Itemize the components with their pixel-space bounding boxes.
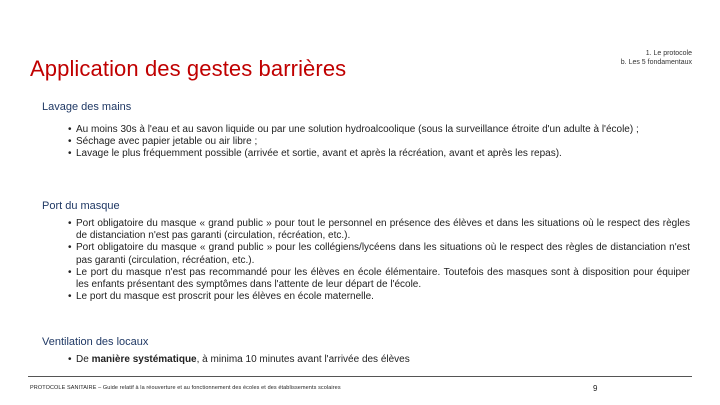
list-item: • Le port du masque est proscrit pour les élèves en école maternelle. — [68, 291, 374, 303]
section-breadcrumb — [621, 49, 692, 67]
breadcrumb-line-1: 1. Le protocole — [645, 50, 692, 57]
page-title: Application des gestes barrières — [30, 56, 347, 81]
bullet-icon: • — [68, 242, 72, 254]
list-item: • Port obligatoire du masque « grand public » pour tout le personnel en présence des élèves et dans les situations où le respect des règles de distanciation n'est pas garanti (circulation, récréation, etc.). — [68, 218, 690, 242]
footer-text: PROTOCOLE SANITAIRE – Guide relatif à la réouverture et au fonctionnement des écoles et des établissements scolaires — [30, 385, 341, 391]
bullet-icon: • — [68, 354, 72, 365]
bullet-icon: • — [68, 291, 72, 303]
lavage-list — [68, 124, 690, 161]
masque-list — [68, 218, 690, 303]
section-title-lavage: Lavage des mains — [42, 101, 132, 113]
page-number: 9 — [593, 384, 598, 393]
footer-divider — [28, 376, 692, 377]
list-item: • Le port du masque n'est pas recommandé pour les élèves en école élémentaire. Toutefois des masques sont à disposition pour équiper les enfants présentant des symptômes dans l'attente de leur départ de l'école. — [68, 266, 690, 291]
breadcrumb-line-2: b. Les 5 fondamentaux — [620, 59, 692, 66]
bullet-icon: • — [68, 266, 72, 278]
bullet-icon: • — [68, 218, 72, 229]
bullet-icon: • — [68, 148, 72, 160]
list-item: • De manière systématique, à minima 10 minutes avant l'arrivée des élèves — [68, 354, 410, 365]
list-item: • Port obligatoire du masque « grand public » pour les collégiens/lycéens dans les situations où le respect des règles de distanciation n'est pas garanti (circulation, récréation, etc.). — [68, 242, 690, 266]
list-item: • Lavage le plus fréquemment possible (arrivée et sortie, avant et après la récréation, avant et après les repas). — [68, 148, 562, 160]
section-title-masque: Port du masque — [42, 200, 120, 212]
bullet-icon: • — [68, 136, 72, 148]
bullet-icon: • — [68, 124, 72, 135]
emphasis: manière systématique — [91, 354, 197, 365]
ventilation-list — [68, 354, 690, 366]
section-title-ventilation: Ventilation des locaux — [42, 336, 149, 348]
list-item: • Séchage avec papier jetable ou air libre ; — [68, 136, 258, 148]
list-item: • Au moins 30s à l'eau et au savon liquide ou par une solution hydroalcoolique (sous la surveillance étroite d'un adulte à l'école) ; — [68, 124, 639, 135]
